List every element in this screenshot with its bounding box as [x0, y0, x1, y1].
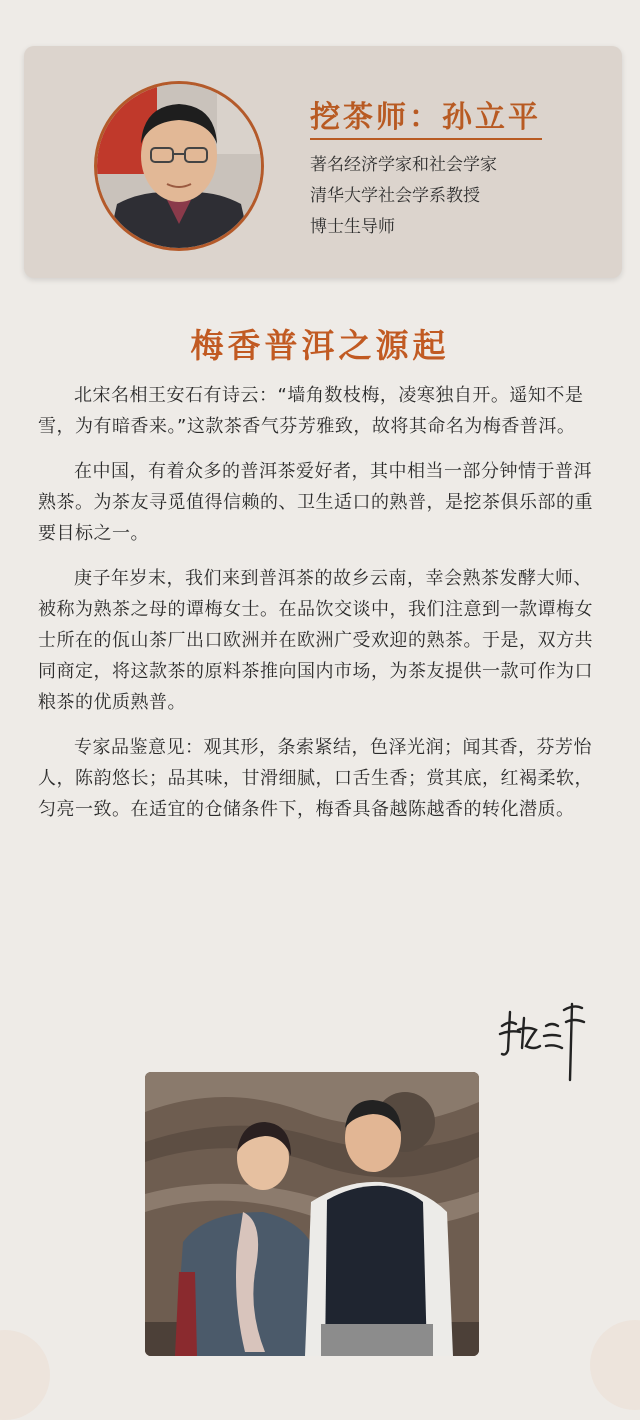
article-paragraph: 在中国，有着众多的普洱茶爱好者，其中相当一部分钟情于普洱熟茶。为茶友寻觅值得信赖的、卫生适口的熟普，是挖茶俱乐部的重要目标之一。 — [38, 461, 593, 544]
credential-item: 博士生导师 — [310, 217, 395, 237]
title-divider — [310, 138, 542, 140]
credentials-list — [310, 150, 497, 243]
corner-decoration-right — [590, 1320, 640, 1410]
handwritten-signature — [496, 996, 588, 1082]
author-portrait-image — [97, 84, 261, 248]
author-title: 挖茶师：孙立平 — [310, 100, 541, 135]
author-card — [24, 46, 622, 278]
article-title: 梅香普洱之源起 — [190, 326, 450, 365]
corner-decoration-left — [0, 1330, 50, 1420]
article-body — [38, 380, 604, 839]
credential-item: 清华大学社会学系教授 — [310, 186, 480, 206]
article-paragraph: 专家品鉴意见：观其形，条索紧结，色泽光润；闻其香，芬芳怡人，陈韵悠长；品其味，甘滑细腻，口舌生香；赏其底，红褐柔软，匀亮一致。在适宜的仓储条件下，梅香具备越陈越香的转化潜质。 — [38, 737, 593, 820]
article-paragraph: 北宋名相王安石有诗云：“墙角数枝梅，凌寒独自开。遥知不是雪，为有暗香来。”这款茶香气芬芳雅致，故将其命名为梅香普洱。 — [38, 385, 584, 437]
author-avatar — [94, 81, 264, 251]
article-paragraph: 庚子年岁末，我们来到普洱茶的故乡云南，幸会熟茶发酵大师、被称为熟茶之母的谭梅女士。在品饮交谈中，我们注意到一款谭梅女士所在的佤山茶厂出口欧洲并在欧洲广受欢迎的熟茶。于是，双方共同商定，将这款茶的原料茶推向国内市场，为茶友提供一款可作为口粮茶的优质熟普。 — [38, 568, 593, 713]
group-photo — [145, 1072, 479, 1356]
two-people-photo-image — [145, 1072, 479, 1356]
credential-item: 著名经济学家和社会学家 — [310, 155, 497, 175]
